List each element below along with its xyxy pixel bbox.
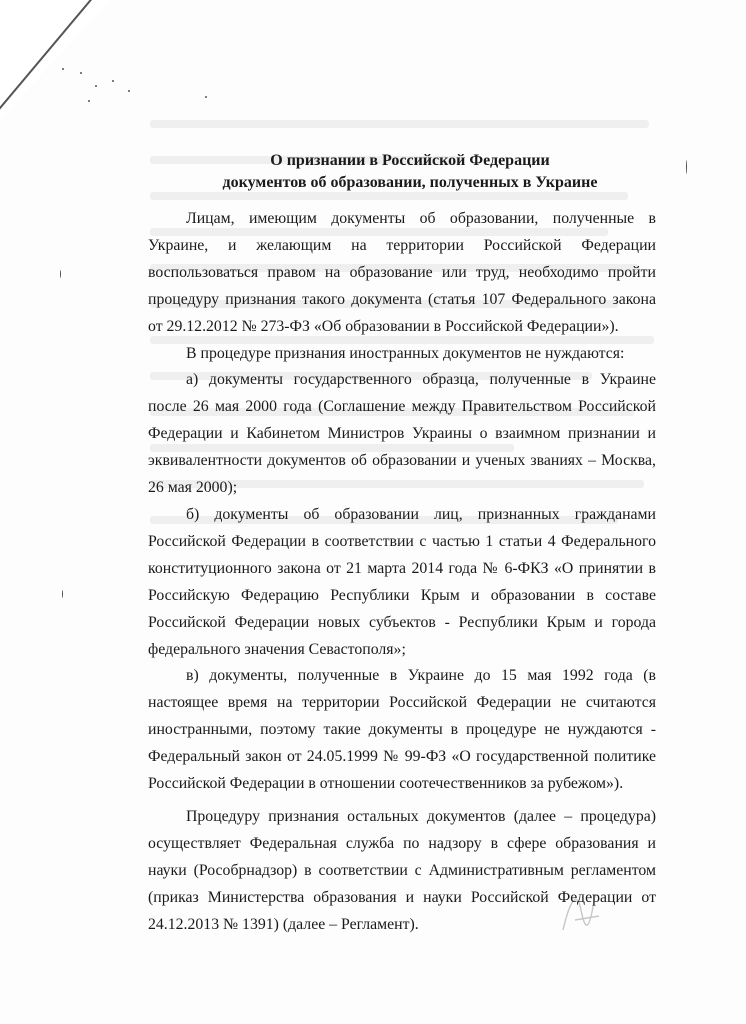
paragraph-exemptions-heading: В процедуре признания иностранных документов не нуждаются: bbox=[186, 344, 625, 362]
paragraph-procedure: Процедуру признания остальных документов (далее – процедура) осуществляет Федеральная служба по надзору в сфере образования и науки (Рособрнадзор) в соответствии с Административным регламентом (приказ Министерства образования и науки Российской Федерации от 24.12.2013 № 1391) (далее – Регламент). bbox=[148, 807, 656, 933]
folded-corner bbox=[0, 0, 110, 120]
document-title bbox=[150, 150, 670, 194]
paragraph-item-c: в) документы, полученные в Украине до 15 мая 1992 года (в настоящее время на территории Российской Федерации не считаются иностранными, поэтому такие документы в процедуре не нуждаются - Федеральный закон от 24.05.1999 № 99-ФЗ «О государственной политике Российской Федерации в отношении соотечественников за рубежом»). bbox=[148, 667, 656, 793]
paragraph-item-b: б) документы об образовании лиц, признанных гражданами Российской Федерации в соответствии с частью 1 статьи 4 Федерального конституционного закона от 21 марта 2014 года № 6-ФКЗ «О принятии в Российскую Федерацию Республики Крым и образовании в составе Российской Федерации новых субъектов - Республики Крым и города федерального значения Севастополя»; bbox=[148, 505, 656, 658]
document-body bbox=[148, 206, 656, 938]
paragraph-item-a: а) документы государственного образца, полученные в Украине после 26 мая 2000 года (Соглашение между Правительством Российской Федерации и Кабинетом Министров Украины о взаимном признании и эквивалентности документов об образовании и ученых званиях – Москва, 26 мая 2000); bbox=[148, 371, 656, 497]
title-line-1: О признании в Российской Федерации bbox=[270, 152, 550, 169]
paragraph-intro: Лицам, имеющим документы об образовании, полученные в Украине, и желающим на территории Российской Федерации воспользоваться правом на образование или труд, необходимо пройти процедуру признания такого документа (статья 107 Федерального закона от 29.12.2012 № 273-ФЗ «Об образовании в Российской Федерации»). bbox=[148, 210, 656, 335]
title-line-2: документов об образовании, полученных в Украине bbox=[222, 174, 598, 191]
